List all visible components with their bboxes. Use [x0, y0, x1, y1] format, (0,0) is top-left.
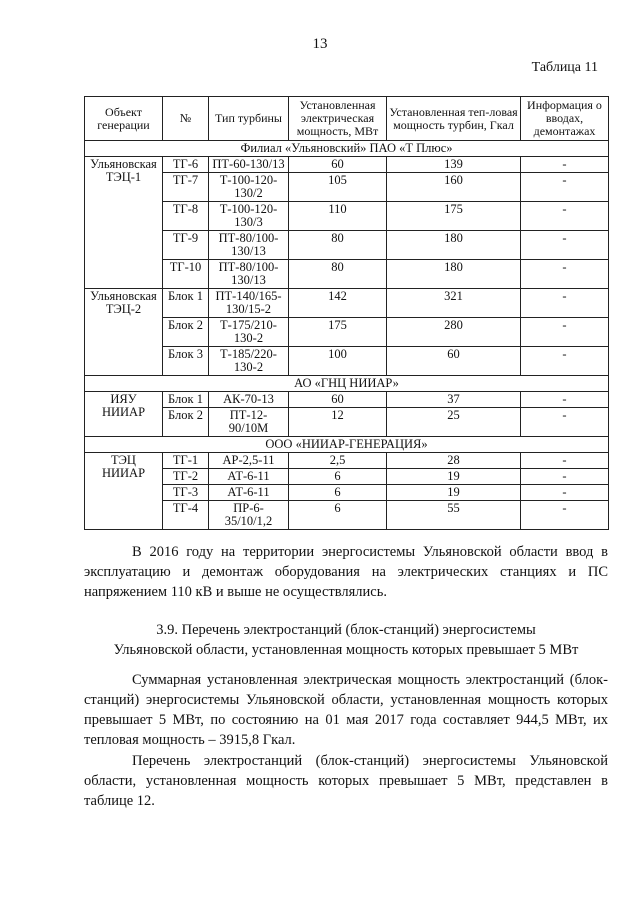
table-row [85, 231, 609, 260]
table-body [85, 141, 609, 530]
table-row [85, 260, 609, 289]
turbine-type: ПТ-60-130/13 [209, 157, 289, 173]
turbine-type: ПТ-80/100-130/13 [209, 260, 289, 289]
electric-capacity: 175 [289, 318, 387, 347]
table-row [85, 408, 609, 437]
turbine-type: АК-70-13 [209, 392, 289, 408]
paragraph-table-reference: Перечень электростанций (блок-станций) энергосистемы Ульяновской области, установленная мощность которых превышает 5 МВт, представлен в таблице 12. [84, 753, 608, 809]
heat-capacity: 180 [387, 260, 521, 289]
info-cell: - [521, 392, 609, 408]
header-electric-capacity: Установленная электрическая мощность, МВт [289, 97, 387, 141]
unit-number: Блок 1 [163, 392, 209, 408]
heat-capacity: 19 [387, 485, 521, 501]
info-cell: - [521, 173, 609, 202]
electric-capacity: 6 [289, 469, 387, 485]
table-row [85, 501, 609, 530]
group-name: АО «ГНЦ НИИАР» [85, 376, 609, 392]
header-info: Информация о вводах, демонтажах [521, 97, 609, 141]
turbine-type: ПР-6-35/10/1,2 [209, 501, 289, 530]
group-row [85, 376, 609, 392]
turbine-type: Т-185/220-130-2 [209, 347, 289, 376]
table-row [85, 289, 609, 318]
electric-capacity: 6 [289, 485, 387, 501]
table-row [85, 173, 609, 202]
unit-number: Блок 1 [163, 289, 209, 318]
unit-number: ТГ-2 [163, 469, 209, 485]
info-cell: - [521, 347, 609, 376]
unit-number: Блок 2 [163, 408, 209, 437]
heat-capacity: 139 [387, 157, 521, 173]
heat-capacity: 280 [387, 318, 521, 347]
unit-number: ТГ-10 [163, 260, 209, 289]
unit-number: ТГ-4 [163, 501, 209, 530]
unit-number: Блок 3 [163, 347, 209, 376]
turbine-type: ПТ-140/165-130/15-2 [209, 289, 289, 318]
info-cell: - [521, 318, 609, 347]
generation-table [84, 96, 609, 530]
info-cell: - [521, 157, 609, 173]
object-name: Ульяновская ТЭЦ-2 [85, 289, 163, 376]
section-heading [84, 620, 608, 660]
object-name: ТЭЦ НИИАР [85, 453, 163, 530]
heat-capacity: 37 [387, 392, 521, 408]
unit-number: ТГ-7 [163, 173, 209, 202]
heat-capacity: 175 [387, 202, 521, 231]
paragraph-commissioning: В 2016 году на территории энергосистемы Ульяновской области ввод в эксплуатацию и демонтаж оборудования на электрических станциях и ПС напряжением 110 кВ и выше не осуществлялись. [84, 544, 608, 600]
table-row [85, 347, 609, 376]
object-name: ИЯУ НИИАР [85, 392, 163, 437]
section-heading-line-2: Ульяновской области, установленная мощность которых превышает 5 МВт [113, 642, 579, 658]
info-cell: - [521, 289, 609, 318]
electric-capacity: 105 [289, 173, 387, 202]
table-row [85, 318, 609, 347]
turbine-type: АР-2,5-11 [209, 453, 289, 469]
group-name: Филиал «Ульяновский» ПАО «Т Плюс» [85, 141, 609, 157]
group-row [85, 141, 609, 157]
section-heading-line-1: 3.9. Перечень электростанций (блок-станций) энергосистемы [156, 622, 536, 638]
header-number: № [163, 97, 209, 141]
table-row [85, 392, 609, 408]
heat-capacity: 160 [387, 173, 521, 202]
info-cell: - [521, 408, 609, 437]
table-header-row [85, 97, 609, 141]
electric-capacity: 12 [289, 408, 387, 437]
heat-capacity: 55 [387, 501, 521, 530]
info-cell: - [521, 231, 609, 260]
heat-capacity: 180 [387, 231, 521, 260]
turbine-type: АТ-6-11 [209, 469, 289, 485]
group-row [85, 437, 609, 453]
heat-capacity: 28 [387, 453, 521, 469]
unit-number: ТГ-6 [163, 157, 209, 173]
object-name: Ульяновская ТЭЦ-1 [85, 157, 163, 289]
turbine-type: Т-100-120-130/3 [209, 202, 289, 231]
info-cell: - [521, 202, 609, 231]
unit-number: ТГ-9 [163, 231, 209, 260]
electric-capacity: 110 [289, 202, 387, 231]
heat-capacity: 19 [387, 469, 521, 485]
turbine-type: ПТ-12-90/10М [209, 408, 289, 437]
info-cell: - [521, 485, 609, 501]
electric-capacity: 80 [289, 260, 387, 289]
turbine-type: ПТ-80/100-130/13 [209, 231, 289, 260]
electric-capacity: 142 [289, 289, 387, 318]
electric-capacity: 60 [289, 392, 387, 408]
table-label: Таблица 11 [531, 60, 598, 75]
table-row [85, 485, 609, 501]
page-number: 13 [312, 36, 328, 52]
info-cell: - [521, 501, 609, 530]
table-row [85, 453, 609, 469]
info-cell: - [521, 453, 609, 469]
heat-capacity: 60 [387, 347, 521, 376]
unit-number: ТГ-8 [163, 202, 209, 231]
header-turbine-type: Тип турбины [209, 97, 289, 141]
turbine-type: Т-100-120-130/2 [209, 173, 289, 202]
heat-capacity: 321 [387, 289, 521, 318]
electric-capacity: 2,5 [289, 453, 387, 469]
table-row [85, 469, 609, 485]
heat-capacity: 25 [387, 408, 521, 437]
unit-number: ТГ-3 [163, 485, 209, 501]
turbine-type: Т-175/210-130-2 [209, 318, 289, 347]
paragraph-total-capacity: Суммарная установленная электрическая мощность электростанций (блок-станций) энергосистемы Ульяновской области, установленная мощность которых превышает 5 МВт, по состоянию на 01 мая 2017 года составляет 944,5 МВт, их тепловая мощность – 3915,8 Гкал. [84, 672, 608, 748]
electric-capacity: 6 [289, 501, 387, 530]
electric-capacity: 100 [289, 347, 387, 376]
unit-number: Блок 2 [163, 318, 209, 347]
turbine-type: АТ-6-11 [209, 485, 289, 501]
info-cell: - [521, 469, 609, 485]
electric-capacity: 80 [289, 231, 387, 260]
header-object: Объект генерации [85, 97, 163, 141]
table-row [85, 202, 609, 231]
electric-capacity: 60 [289, 157, 387, 173]
header-heat-capacity: Установленная теп-ловая мощность турбин, Гкал [387, 97, 521, 141]
info-cell: - [521, 260, 609, 289]
unit-number: ТГ-1 [163, 453, 209, 469]
group-name: ООО «НИИАР-ГЕНЕРАЦИЯ» [85, 437, 609, 453]
table-row [85, 157, 609, 173]
